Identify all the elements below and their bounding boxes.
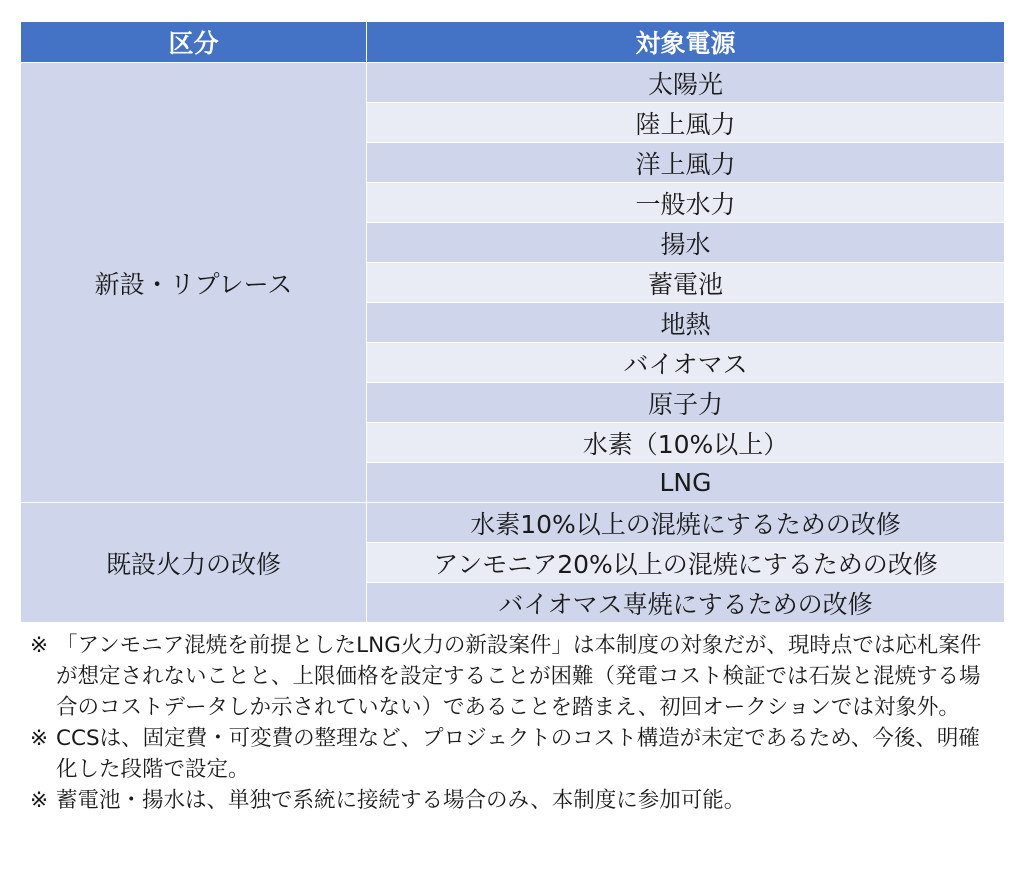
- table-header-row: [21, 22, 1005, 63]
- table-row: [21, 63, 1005, 103]
- category-cell: 新設・リプレース: [21, 63, 367, 503]
- source-cell: バイオマス: [367, 343, 1005, 383]
- note-text: 蓄電池・揚水は、単独で系統に接続する場合のみ、本制度に参加可能。: [56, 788, 746, 813]
- note-text: CCSは、固定費・可変費の整理など、プロジェクトのコスト構造が未定であるため、今後、明確化した段階で設定。: [56, 726, 980, 782]
- notes: [30, 630, 990, 816]
- source-cell: 水素（10%以上）: [367, 423, 1005, 463]
- source-cell: 陸上風力: [367, 103, 1005, 143]
- source-cell: 地熱: [367, 303, 1005, 343]
- table-body: [21, 63, 1005, 623]
- note-item: [30, 723, 990, 785]
- header-source: 対象電源: [367, 22, 1005, 63]
- category-cell: 既設火力の改修: [21, 503, 367, 623]
- source-cell: 蓄電池: [367, 263, 1005, 303]
- source-cell: 一般水力: [367, 183, 1005, 223]
- note-item: [30, 630, 990, 723]
- note-text: 「アンモニア混焼を前提としたLNG火力の新設案件」は本制度の対象だが、現時点では応札案件が想定されないことと、上限価格を設定することが困難（発電コスト検証では石炭と混焼する場合のコストデータしか示されていない）であることを踏まえ、初回オークションでは対象外。: [56, 633, 982, 720]
- source-cell: アンモニア20%以上の混焼にするための改修: [367, 543, 1005, 583]
- source-cell: 太陽光: [367, 63, 1005, 103]
- header-category: 区分: [21, 22, 367, 63]
- source-cell: 原子力: [367, 383, 1005, 423]
- table-row: [21, 503, 1005, 543]
- note-mark: ※: [30, 726, 49, 751]
- source-table: [20, 21, 1005, 623]
- source-cell: 洋上風力: [367, 143, 1005, 183]
- source-cell: バイオマス専焼にするための改修: [367, 583, 1005, 623]
- source-cell: LNG: [367, 463, 1005, 503]
- note-mark: ※: [30, 633, 49, 658]
- source-cell: 水素10%以上の混焼にするための改修: [367, 503, 1005, 543]
- note-item: [30, 785, 990, 816]
- source-cell: 揚水: [367, 223, 1005, 263]
- note-mark: ※: [30, 788, 49, 813]
